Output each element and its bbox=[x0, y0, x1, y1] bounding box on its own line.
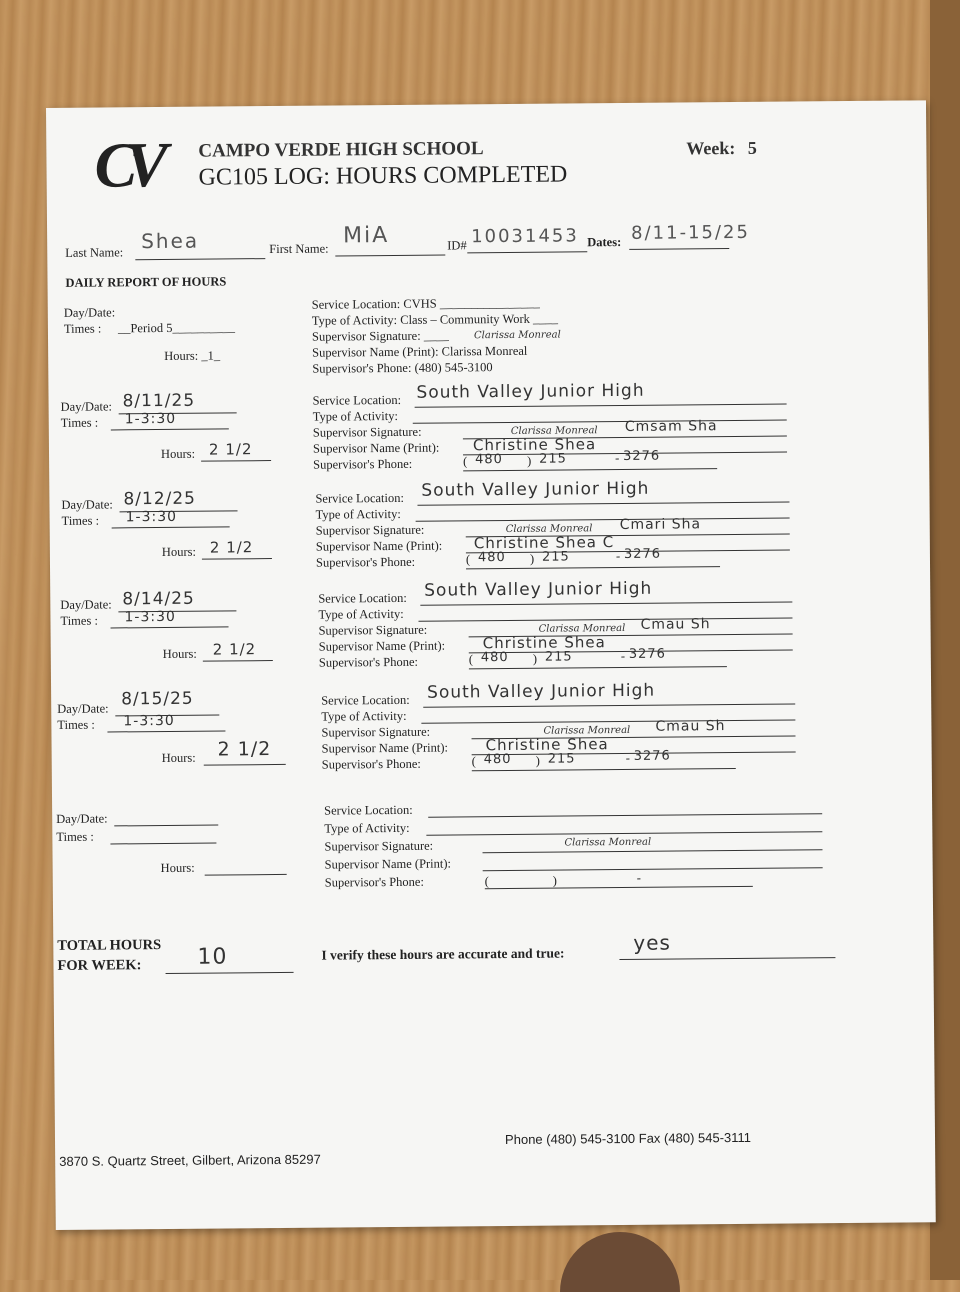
week-value: 5 bbox=[747, 137, 757, 158]
phone-prefix[interactable]: 215 bbox=[547, 751, 576, 767]
total-hours-line bbox=[166, 972, 294, 974]
phone-close: ) bbox=[532, 651, 538, 666]
entry-1 bbox=[48, 380, 929, 484]
supervisor-phone-line bbox=[469, 666, 727, 669]
phone-prefix[interactable]: 215 bbox=[541, 549, 570, 565]
entry-2 bbox=[49, 478, 930, 582]
phone-close: ) bbox=[552, 873, 557, 888]
phone-dash: - bbox=[625, 750, 630, 765]
service-location-label: Service Location: bbox=[324, 802, 413, 818]
supervisor-phone-line bbox=[472, 768, 736, 771]
times-line bbox=[112, 526, 230, 528]
hours-value[interactable]: 2 1/2 bbox=[209, 538, 254, 557]
supervisor-name-value[interactable]: Christine Shea bbox=[472, 435, 597, 455]
phone-close: ) bbox=[527, 453, 532, 468]
service-location-value[interactable]: South Valley Junior High bbox=[421, 478, 650, 501]
service-location-line bbox=[417, 502, 789, 506]
phone-line[interactable]: 3276 bbox=[623, 546, 662, 562]
footer-phone-fax: Phone (480) 545-3100 Fax (480) 545-3111 bbox=[504, 1129, 752, 1148]
supervisor-phone-label: Supervisor's Phone: bbox=[321, 756, 421, 772]
total-hours-label-1: TOTAL HOURS bbox=[57, 937, 162, 954]
entry-3 bbox=[50, 578, 931, 682]
example-supervisor-signature-label: Supervisor Signature: ____ bbox=[311, 328, 449, 344]
last-name-value[interactable]: Shea bbox=[141, 228, 200, 254]
times-line[interactable] bbox=[110, 843, 216, 845]
phone-dash: - bbox=[620, 648, 626, 664]
supervisor-name-line[interactable] bbox=[483, 867, 823, 871]
day-date-value[interactable]: 8/12/25 bbox=[123, 488, 197, 510]
service-location-line bbox=[420, 602, 792, 606]
type-of-activity-line bbox=[418, 618, 792, 622]
times-label: Times : bbox=[56, 829, 94, 844]
hours-line[interactable] bbox=[205, 874, 287, 876]
phone-prefix[interactable]: 215 bbox=[539, 451, 567, 467]
type-of-activity-label: Type of Activity: bbox=[324, 820, 410, 836]
last-name-line bbox=[135, 258, 265, 260]
type-of-activity-line bbox=[421, 719, 795, 723]
supervisor-name-value[interactable]: Christine Shea bbox=[485, 735, 609, 755]
hours-line bbox=[204, 764, 286, 766]
supervisor-signature-stamp: Clarissa Monreal bbox=[538, 622, 626, 635]
hours-line bbox=[203, 660, 273, 662]
week-label: Week: bbox=[686, 137, 736, 159]
week-indicator bbox=[686, 138, 757, 160]
example-day-date-label: Day/Date: bbox=[63, 305, 116, 320]
hours-value[interactable]: 2 1/2 bbox=[217, 738, 272, 761]
last-name-label: Last Name: bbox=[65, 245, 124, 260]
times-label: Times : bbox=[57, 717, 95, 732]
supervisor-signature-value[interactable]: Cmsam Sha bbox=[624, 418, 718, 435]
supervisor-signature-value[interactable]: Cmari Sha bbox=[619, 516, 702, 534]
service-location-value[interactable]: South Valley Junior High bbox=[416, 380, 645, 403]
form-title: GC105 LOG: HOURS COMPLETED bbox=[198, 161, 568, 191]
supervisor-signature-line[interactable] bbox=[483, 849, 823, 853]
supervisor-signature-value[interactable]: Cmau Sh bbox=[655, 718, 726, 735]
example-type-of-activity: Type of Activity: Class – Community Work ____ bbox=[311, 311, 559, 328]
day-date-value[interactable]: 8/14/25 bbox=[122, 588, 195, 610]
supervisor-signature-stamp: Clarissa Monreal bbox=[543, 724, 631, 737]
entry-blank bbox=[52, 790, 933, 898]
example-times-label: Times : bbox=[63, 321, 102, 336]
service-location-label: Service Location: bbox=[312, 392, 402, 408]
phone-area[interactable]: 480 bbox=[483, 751, 512, 768]
supervisor-name-value[interactable]: Christine Shea bbox=[482, 633, 606, 653]
type-of-activity-label: Type of Activity: bbox=[321, 708, 407, 724]
id-value[interactable]: 10031453 bbox=[471, 225, 579, 248]
service-location-label: Service Location: bbox=[321, 692, 410, 708]
supervisor-phone-label: Supervisor's Phone: bbox=[315, 554, 416, 570]
thumb-edge bbox=[560, 1232, 680, 1292]
phone-open: ( bbox=[471, 754, 476, 769]
type-of-activity-label: Type of Activity: bbox=[318, 606, 404, 622]
phone-area[interactable]: 480 bbox=[480, 649, 509, 666]
hours-value[interactable]: 2 1/2 bbox=[212, 640, 257, 659]
phone-line[interactable]: 3276 bbox=[628, 646, 666, 662]
day-date-label: Day/Date: bbox=[60, 597, 112, 612]
verify-label: I verify these hours are accurate and true: bbox=[321, 945, 565, 963]
supervisor-phone-label: Supervisor's Phone: bbox=[313, 456, 413, 472]
times-label: Times : bbox=[61, 513, 100, 528]
supervisor-signature-stamp: Clarissa Monreal bbox=[564, 836, 652, 849]
footer-address: 3870 S. Quartz Street, Gilbert, Arizona 85297 bbox=[59, 1151, 321, 1169]
supervisor-signature-label: Supervisor Signature: bbox=[318, 622, 428, 638]
supervisor-signature-label: Supervisor Signature: bbox=[321, 724, 431, 740]
verify-line bbox=[619, 957, 835, 960]
type-of-activity-label: Type of Activity: bbox=[312, 408, 398, 424]
times-label: Times : bbox=[60, 415, 99, 430]
supervisor-phone-label: Supervisor's Phone: bbox=[318, 654, 419, 670]
first-name-label: First Name: bbox=[269, 241, 329, 257]
supervisor-signature-label: Supervisor Signature: bbox=[315, 522, 425, 538]
phone-dash: - bbox=[636, 870, 641, 885]
supervisor-name-label: Supervisor Name (Print): bbox=[318, 638, 446, 654]
dates-label: Dates: bbox=[587, 234, 622, 250]
service-location-line bbox=[423, 703, 795, 707]
log-sheet bbox=[46, 100, 936, 1230]
total-hours-value[interactable]: 10 bbox=[197, 944, 228, 970]
phone-open: ( bbox=[465, 552, 471, 567]
hours-value[interactable]: 2 1/2 bbox=[208, 440, 253, 459]
day-date-label: Day/Date: bbox=[56, 811, 108, 826]
supervisor-name-value[interactable]: Christine Shea C bbox=[473, 533, 615, 553]
type-of-activity-line bbox=[416, 518, 790, 522]
day-date-label: Day/Date: bbox=[61, 497, 113, 512]
supervisor-phone-line[interactable] bbox=[485, 886, 753, 889]
phone-close: ) bbox=[535, 753, 540, 768]
type-of-activity-line bbox=[413, 420, 787, 424]
example-supervisor-name: Supervisor Name (Print): Clarissa Monreal bbox=[312, 343, 528, 360]
type-of-activity-line[interactable] bbox=[426, 831, 822, 835]
hours-label: Hours: bbox=[162, 646, 197, 662]
example-times-value: __Period 5__________ bbox=[117, 320, 235, 336]
dates-value[interactable]: 8/11-15/25 bbox=[631, 221, 751, 244]
day-date-line[interactable] bbox=[114, 825, 218, 827]
times-value[interactable]: 1-3:30 bbox=[124, 410, 177, 428]
service-location-value[interactable]: South Valley Junior High bbox=[424, 578, 653, 601]
day-date-value[interactable]: 8/15/25 bbox=[121, 688, 194, 710]
supervisor-signature-stamp: Clarissa Monreal bbox=[505, 523, 593, 536]
phone-close: ) bbox=[529, 551, 535, 566]
hours-label: Hours: bbox=[160, 860, 195, 876]
school-name: CAMPO VERDE HIGH SCHOOL bbox=[198, 138, 484, 162]
hours-label: Hours: bbox=[161, 544, 196, 560]
example-hours: Hours: _1_ bbox=[164, 348, 221, 363]
first-name-value[interactable]: MiA bbox=[343, 223, 390, 249]
service-location-value[interactable]: South Valley Junior High bbox=[427, 680, 656, 703]
phone-prefix[interactable]: 215 bbox=[544, 649, 573, 665]
supervisor-name-label: Supervisor Name (Print): bbox=[312, 440, 440, 456]
example-supervisor-phone: Supervisor's Phone: (480) 545-3100 bbox=[312, 360, 493, 376]
verify-value[interactable]: yes bbox=[633, 930, 671, 955]
example-supervisor-signature: Clarissa Monreal bbox=[473, 329, 561, 342]
example-service-location: Service Location: CVHS ________________ bbox=[311, 295, 540, 312]
hours-label: Hours: bbox=[160, 446, 196, 462]
phone-open: ( bbox=[463, 454, 468, 469]
type-of-activity-label: Type of Activity: bbox=[315, 506, 401, 522]
times-line bbox=[107, 730, 225, 732]
dates-line bbox=[629, 248, 729, 250]
supervisor-phone-label: Supervisor's Phone: bbox=[324, 874, 424, 890]
id-label: ID# bbox=[447, 238, 467, 253]
phone-dash: - bbox=[615, 451, 620, 466]
times-value[interactable]: 1-3:30 bbox=[125, 508, 178, 526]
phone-area[interactable]: 480 bbox=[475, 452, 503, 468]
supervisor-signature-label: Supervisor Signature: bbox=[312, 424, 422, 440]
service-location-label: Service Location: bbox=[315, 490, 404, 506]
supervisor-name-label: Supervisor Name (Print): bbox=[324, 856, 452, 872]
supervisor-phone-line bbox=[466, 566, 720, 569]
entry-4 bbox=[51, 680, 932, 788]
phone-line[interactable]: 3276 bbox=[633, 748, 671, 764]
times-value[interactable]: 1-3:30 bbox=[124, 608, 176, 626]
total-hours-label-2: FOR WEEK: bbox=[57, 957, 142, 974]
supervisor-name-label: Supervisor Name (Print): bbox=[315, 538, 443, 554]
supervisor-signature-stamp: Clarissa Monreal bbox=[510, 425, 598, 437]
times-line bbox=[111, 626, 229, 628]
id-line bbox=[467, 251, 587, 253]
supervisor-phone-line bbox=[463, 468, 717, 471]
phone-dash: - bbox=[615, 549, 621, 564]
phone-open: ( bbox=[484, 874, 489, 889]
first-name-line bbox=[335, 255, 445, 257]
times-label: Times : bbox=[60, 613, 98, 628]
service-location-label: Service Location: bbox=[318, 590, 407, 606]
supervisor-signature-value[interactable]: Cmau Sh bbox=[640, 616, 711, 633]
service-location-line[interactable] bbox=[428, 813, 822, 817]
phone-area[interactable]: 480 bbox=[477, 550, 506, 566]
school-logo: CV bbox=[94, 129, 157, 201]
day-date-label: Day/Date: bbox=[57, 701, 109, 716]
hours-label: Hours: bbox=[161, 750, 196, 766]
day-date-label: Day/Date: bbox=[60, 399, 113, 414]
section-heading: DAILY REPORT OF HOURS bbox=[65, 274, 227, 290]
phone-line[interactable]: 3276 bbox=[622, 448, 661, 464]
supervisor-signature-label: Supervisor Signature: bbox=[324, 838, 434, 854]
times-value[interactable]: 1-3:30 bbox=[123, 712, 175, 730]
times-line bbox=[111, 428, 229, 430]
supervisor-name-label: Supervisor Name (Print): bbox=[321, 740, 449, 756]
hours-line bbox=[201, 460, 271, 462]
hours-line bbox=[202, 558, 272, 560]
service-location-line bbox=[415, 404, 787, 408]
day-date-value[interactable]: 8/11/25 bbox=[122, 390, 196, 412]
phone-open: ( bbox=[468, 652, 474, 667]
